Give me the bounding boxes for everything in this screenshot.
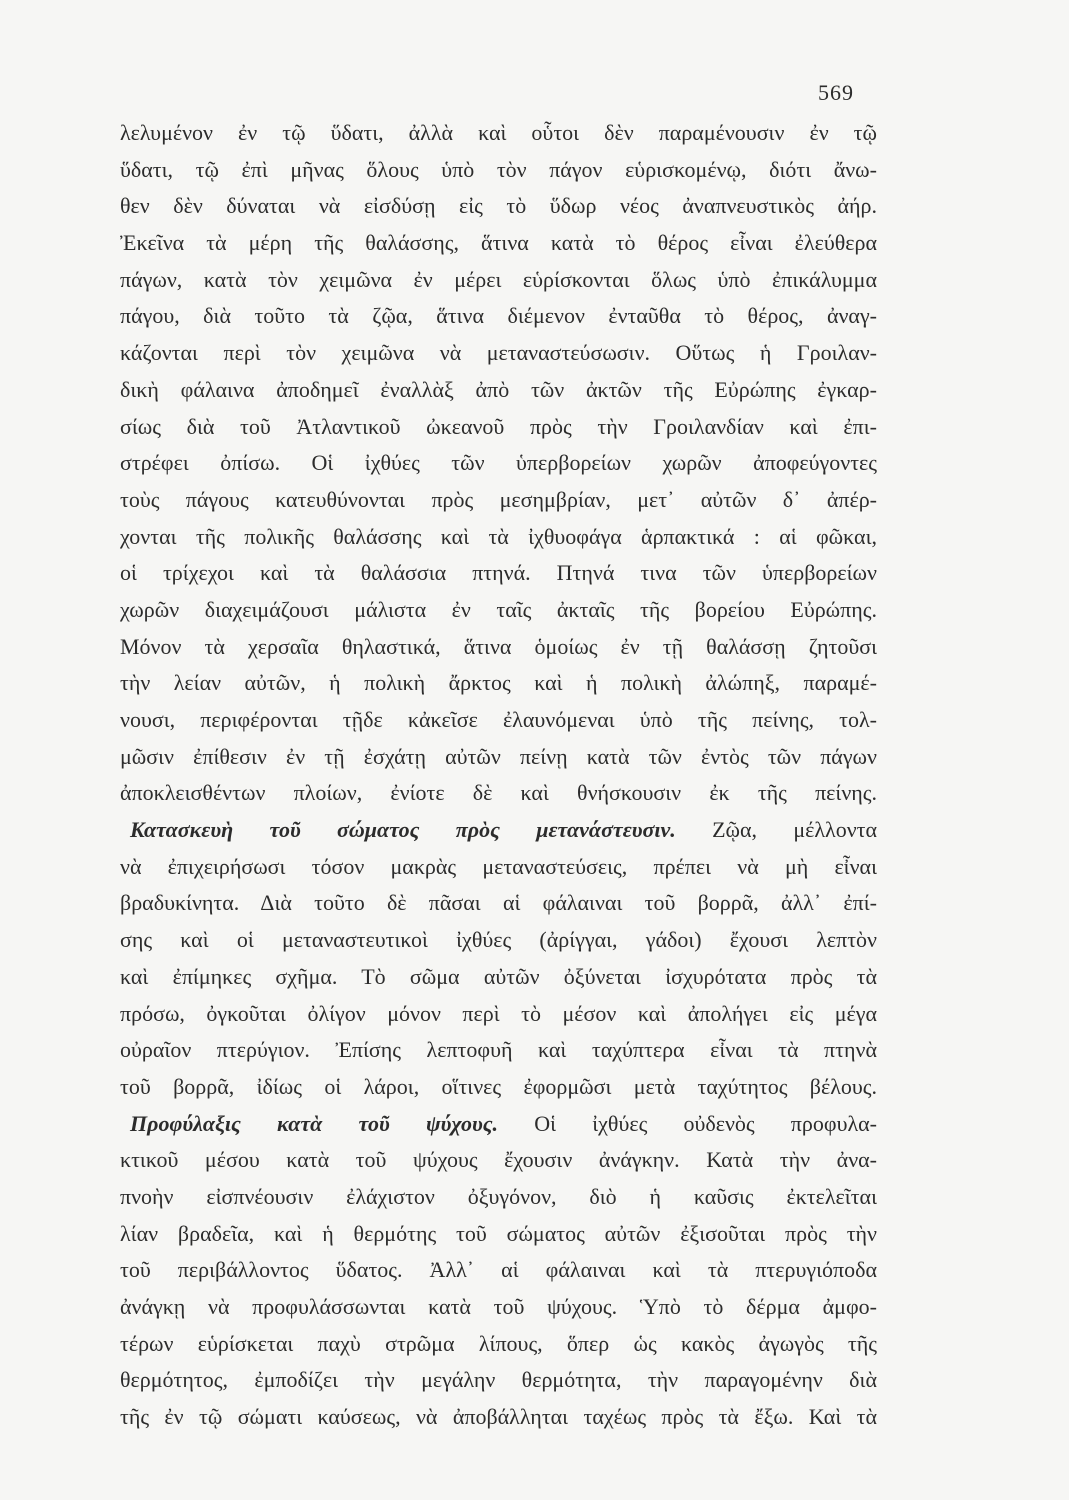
paragraph-intro — [120, 115, 877, 812]
text-line: λίαν βραδεῖα, καὶ ἡ θερμότης τοῦ σώματος αὐτῶν ἐξισοῦται πρὸς τὴν — [120, 1220, 877, 1246]
text-line: τὴν λείαν αὐτῶν, ἡ πολικὴ ἄρκτος καὶ ἡ πολικὴ ἀλώπηξ, παραμέ- — [120, 670, 877, 696]
text-line: οἱ τρίχεχοι καὶ τὰ θαλάσσια πτηνά. Πτηνά τινα τῶν ὑπερβορείων — [120, 560, 877, 586]
text-line: χωρῶν διαχειμάζουσι μάλιστα ἐν ταῖς ἀκταῖς τῆς βορείου Εὐρώπης. — [120, 596, 877, 622]
text-line: τοῦ περιβάλλοντος ὕδατος. Ἀλλ᾽ αἱ φάλαιναι καὶ τὰ πτερυγιόποδα — [120, 1257, 877, 1283]
text-line: στρέφει ὀπίσω. Οἱ ἰχθύες τῶν ὑπερβορείων χωρῶν ἀποφεύγοντες — [120, 450, 877, 476]
text-line: τοῦ βορρᾶ, ἰδίως οἱ λάροι, οἵτινες ἐφορμῶσι μετὰ ταχύτητος βέλους. — [120, 1073, 877, 1099]
text-line: ἀνάγκῃ νὰ προφυλάσσωνται κατὰ τοῦ ψύχους. Ὑπὸ τὸ δέρμα ἀμφο- — [120, 1294, 877, 1319]
section-heading-line — [120, 812, 877, 849]
text-line: λελυμένον ἐν τῷ ὕδατι, ἀλλὰ καὶ οὗτοι δὲν παραμένουσιν ἐν τῷ — [120, 120, 877, 145]
text-line: βραδυκίνητα. Διὰ τοῦτο δὲ πᾶσαι αἱ φάλαιναι τοῦ βορρᾶ, ἀλλ᾽ ἐπί- — [120, 890, 877, 916]
text-line: θερμότητος, ἐμποδίζει τὴν μεγάλην θερμότητα, τὴν παραγομένην διὰ — [120, 1367, 877, 1393]
text-line: θεν δὲν δύναται νὰ εἰσδύσῃ εἰς τὸ ὕδωρ νέος ἀναπνευστικὸς ἀήρ. — [120, 193, 877, 219]
section-heading-line — [120, 1106, 877, 1143]
paragraph-text: Ζῷα, μέλλοντα — [712, 817, 878, 843]
text-line: πάγων, κατὰ τὸν χειμῶνα ἐν μέρει εὑρίσκονται ὅλως ὑπὸ ἐπικάλυμμα — [120, 266, 877, 292]
text-line: δικὴ φάλαινα ἀποδημεῖ ἐναλλὰξ ἀπὸ τῶν ἀκτῶν τῆς Εὐρώπης ἐγκαρ- — [120, 376, 877, 402]
section-heading-protection: Προφύλαξις κατὰ τοῦ ψύχους. — [130, 1110, 499, 1136]
text-line: Ἐκεῖνα τὰ μέρη τῆς θαλάσσης, ἅτινα κατὰ τὸ θέρος εἶναι ἐλεύθερα — [120, 230, 877, 256]
text-line: τέρων εὑρίσκεται παχὺ στρῶμα λίπους, ὅπερ ὡς κακὸς ἀγωγὸς τῆς — [120, 1330, 877, 1356]
text-line: νὰ ἐπιχειρήσωσι τόσον μακρὰς μεταναστεύσεις, πρέπει νὰ μὴ εἶναι — [120, 853, 877, 879]
text-line: τῆς ἐν τῷ σώματι καύσεως, νὰ ἀποβάλληται ταχέως πρὸς τὰ ἔξω. Καὶ τὰ — [120, 1404, 877, 1430]
text-line: κτικοῦ μέσου κατὰ τοῦ ψύχους ἔχουσιν ἀνάγκην. Κατὰ τὴν ἀνα- — [120, 1147, 877, 1173]
text-line: νουσι, περιφέρονται τῇδε κἀκεῖσε ἐλαυνόμεναι ὑπὸ τῆς πείνης, τολ- — [120, 707, 877, 732]
paragraph-protection — [120, 1142, 877, 1436]
section-heading-construction: Κατασκευὴ τοῦ σώματος πρὸς μετανάστευσιν. — [130, 817, 676, 843]
text-line: Μόνον τὰ χερσαῖα θηλαστικά, ἅτινα ὁμοίως ἐν τῇ θαλάσσῃ ζητοῦσι — [120, 633, 877, 659]
text-line: μῶσιν ἐπίθεσιν ἐν τῇ ἐσχάτῃ αὐτῶν πείνῃ κατὰ τῶν ἐντὸς τῶν πάγων — [120, 743, 877, 769]
body-text — [120, 115, 877, 1436]
text-line: ἀποκλεισθέντων πλοίων, ἐνίοτε δὲ καὶ θνήσκουσιν ἐκ τῆς πείνης. — [120, 780, 877, 806]
text-line: σίως διὰ τοῦ Ἀτλαντικοῦ ὠκεανοῦ πρὸς τὴν Γροιλανδίαν καὶ ἐπι- — [120, 413, 877, 439]
text-line: πάγου, διὰ τοῦτο τὰ ζῷα, ἅτινα διέμενον ἐνταῦθα τὸ θέρος, ἀναγ- — [120, 303, 877, 329]
text-line: ὕδατι, τῷ ἐπὶ μῆνας ὅλους ὑπὸ τὸν πάγον εὑρισκομένῳ, διότι ἄνω- — [120, 156, 877, 182]
text-line: πρόσω, ὀγκοῦται ὀλίγον μόνον περὶ τὸ μέσον καὶ ἀπολήγει εἰς μέγα — [120, 1000, 877, 1026]
text-line: σης καὶ οἱ μεταναστευτικοὶ ἰχθύες (ἀρίγγαι, γάδοι) ἔχουσι λεπτὸν — [120, 927, 877, 953]
text-line: τοὺς πάγους κατευθύνονται πρὸς μεσημβρίαν, μετ᾽ αὐτῶν δ᾽ ἀπέρ- — [120, 486, 877, 512]
paragraph-text: Οἱ ἰχθύες οὐδενὸς προφυλα- — [534, 1110, 877, 1136]
page-number: 569 — [818, 80, 854, 105]
text-line: χονται τῆς πολικῆς θαλάσσης καὶ τὰ ἰχθυοφάγα ἁρπακτικά : αἱ φῶκαι, — [120, 523, 877, 549]
text-line: κάζονται περὶ τὸν χειμῶνα νὰ μεταναστεύσωσιν. Οὕτως ἡ Γροιλαν- — [120, 340, 877, 366]
text-line: πνοὴν εἰσπνέουσιν ἐλάχιστον ὀξυγόνον, διὸ ἡ καῦσις ἐκτελεῖται — [120, 1183, 877, 1209]
text-line: οὐραῖον πτερύγιον. Ἐπίσης λεπτοφυῆ καὶ ταχύπτερα εἶναι τὰ πτηνὰ — [120, 1037, 877, 1063]
text-line: καὶ ἐπίμηκες σχῆμα. Τὸ σῶμα αὐτῶν ὀξύνεται ἰσχυρότατα πρὸς τὰ — [120, 963, 877, 989]
paragraph-construction — [120, 849, 877, 1106]
